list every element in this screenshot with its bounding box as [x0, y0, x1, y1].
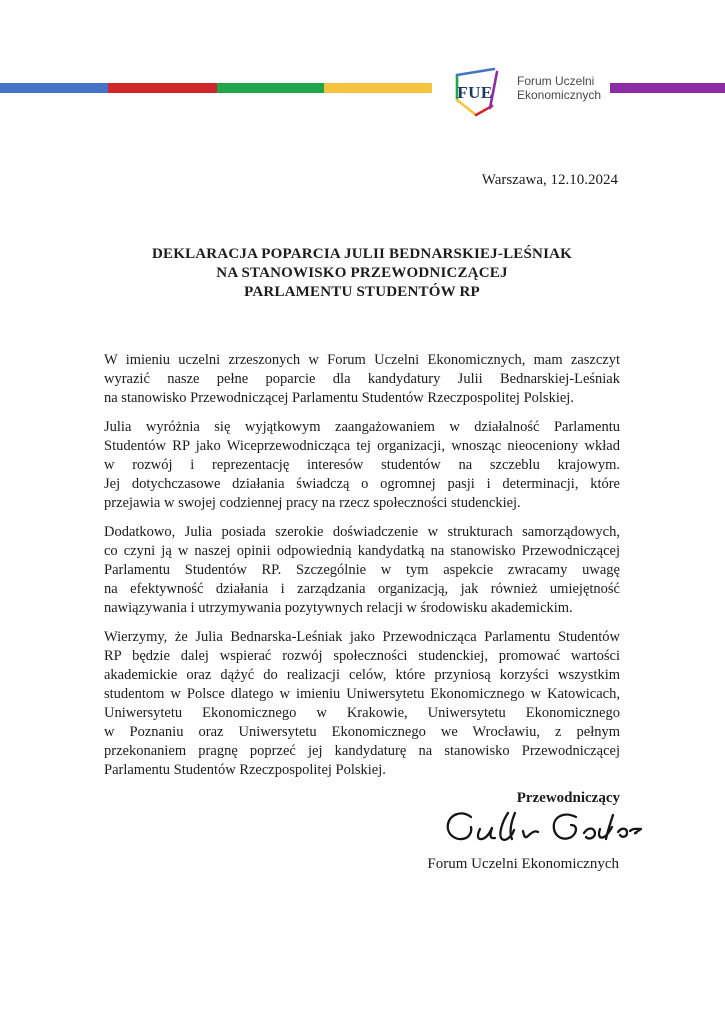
- stripe-segment-blue: [0, 83, 108, 93]
- paragraph: [104, 628, 620, 780]
- signature-org: Forum Uczelni Ekonomicznych: [427, 856, 619, 872]
- org-name: [517, 75, 601, 102]
- text-line: Studentów RP jako Wiceprzewodnicząca tej organizacji, wnosząc nieoceniony wkład: [104, 438, 620, 454]
- title-line-1: DEKLARACJA POPARCIA JULII BEDNARSKIEJ-LEŚNIAK: [151, 246, 573, 262]
- text-line: Parlamentu Studentów Rzeczpospolitej Polskiej.: [104, 762, 386, 778]
- signature-role: Przewodniczący: [516, 790, 620, 806]
- text-line: w Poznaniu oraz Uniwersytetu Ekonomicznego we Wrocławiu, z pełnym: [104, 724, 620, 740]
- text-line: Jej dotychczasowe działania świadczą o ogromnej pasji i determinacji, które: [104, 476, 620, 492]
- text-line: wyrazić nasze pełne poparcie dla kandydatury Julii Bednarskiej-Leśniak: [104, 371, 620, 387]
- text-line: nawiązywania i utrzymywania pozytywnych relacji w środowisku akademickim.: [104, 600, 573, 616]
- stripe-segment-purple: [610, 83, 725, 93]
- text-line: co czyni ją w naszej opinii odpowiednią kandydatką na stanowisko Przewodniczącej: [104, 543, 620, 559]
- text-line: Julia wyróżnia się wyjątkowym zaangażowaniem w działalność Parlamentu: [104, 419, 620, 435]
- text-line: przejawia w swojej codziennej pracy na rzecz społeczności studenckiej.: [104, 495, 521, 511]
- stripe-segment-yellow: [324, 83, 432, 93]
- stripe-segment-green: [217, 83, 324, 93]
- text-line: akademickie oraz dążyć do realizacji celów, które przyniosą korzyści wszystkim: [104, 667, 620, 683]
- paragraph: [104, 418, 620, 513]
- letter-title: [104, 245, 620, 302]
- title-line-2: NA STANOWISKO PRZEWODNICZĄCEJ: [216, 265, 508, 281]
- text-line: Dodatkowo, Julia posiada szerokie doświadczenie w strukturach samorządowych,: [104, 524, 620, 540]
- letter-date: Warszawa, 12.10.2024: [481, 172, 618, 188]
- text-line: w rozwój i reprezentację interesów studentów na szczeblu krajowym.: [104, 457, 620, 473]
- text-line: RP będzie dalej wspierać rozwój społeczności studenckiej, promować wartości: [104, 648, 620, 664]
- paragraph: [104, 523, 620, 618]
- text-line: studentom w Polsce dlatego w imieniu Uniwersytetu Ekonomicznego w Katowicach,: [104, 686, 620, 702]
- org-name-line1: Forum Uczelni: [517, 74, 595, 88]
- text-line: Uniwersytetu Ekonomicznego w Krakowie, Uniwersytetu Ekonomicznego: [104, 705, 620, 721]
- paragraph: [104, 351, 620, 408]
- text-line: przekonaniem pragnę poprzeć jej kandydaturę na stanowisko Przewodniczącej: [104, 743, 620, 759]
- fue-logo-icon: [444, 62, 508, 124]
- text-line: Wierzymy, że Julia Bednarska-Leśniak jako Przewodnicząca Parlamentu Studentów: [104, 629, 620, 645]
- stripe-segment-red: [108, 83, 217, 93]
- text-line: W imieniu uczelni zrzeszonych w Forum Uczelni Ekonomicznych, mam zaszczyt: [104, 352, 620, 368]
- title-line-3: PARLAMENTU STUDENTÓW RP: [244, 284, 480, 300]
- letter-body: [104, 351, 620, 780]
- text-line: na stanowisko Przewodniczącej Parlamentu Studentów Rzeczpospolitej Polskiej.: [104, 390, 574, 406]
- handwritten-signature: [440, 808, 645, 853]
- fue-logo-text: FUE: [457, 83, 493, 102]
- org-name-line2: Ekonomicznych: [517, 87, 602, 102]
- text-line: Parlamentu Studentów RP. Szczególnie w tym aspekcie zwracamy uwagę: [104, 562, 620, 578]
- text-line: na efektywność działania i zarządzania organizacją, jak również umiejętność: [104, 581, 620, 597]
